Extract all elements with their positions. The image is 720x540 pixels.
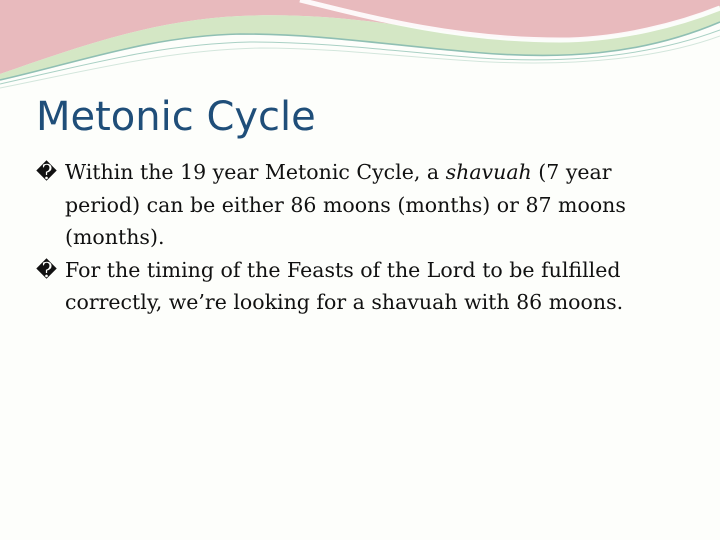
text-run: Within the 19 year Metonic Cycle, a <box>65 160 446 184</box>
bullet-paragraph <box>36 254 696 319</box>
text-line: period) can be either 86 moons (months) or 87 moons <box>65 192 626 217</box>
decorative-wave-header <box>0 0 720 90</box>
text-line: For the timing of the Feasts of the Lord to be fulfilled <box>65 257 621 282</box>
bullet-glyph: � <box>36 257 58 282</box>
text-line <box>65 156 696 189</box>
bullet-paragraph <box>36 156 696 254</box>
text-run: (7 year <box>531 160 612 184</box>
bullet-text <box>65 254 696 319</box>
slide-title: Metonic Cycle <box>36 94 316 140</box>
emphasized-term: shavuah <box>445 160 532 184</box>
text-line: correctly, we’re looking for a shavuah with 86 moons. <box>65 290 624 314</box>
slide-body <box>36 156 696 319</box>
text-line: (months). <box>65 225 165 249</box>
bullet-glyph: � <box>36 160 58 184</box>
bullet-text <box>65 156 696 254</box>
